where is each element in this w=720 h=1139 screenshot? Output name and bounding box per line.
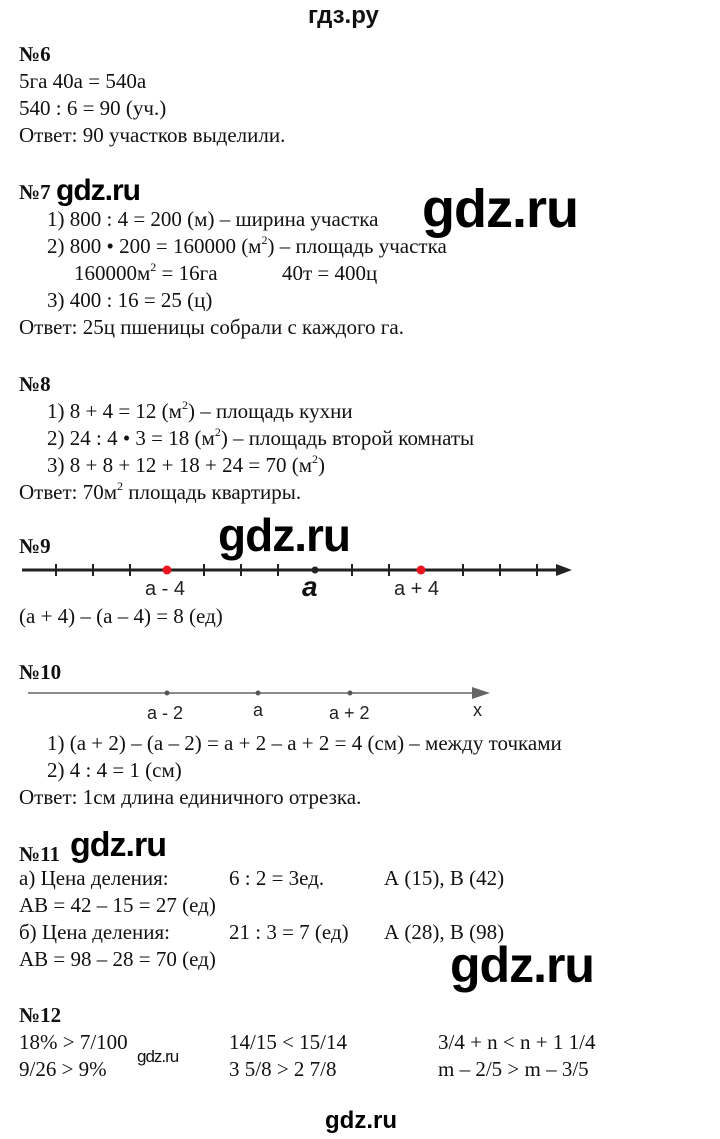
task-12-number: №12 <box>19 1003 62 1027</box>
site-title: гдз.ру <box>308 2 379 29</box>
watermark: gdz.ru <box>450 937 594 993</box>
task-6-line: 5га 40а = 540а <box>19 69 147 93</box>
task-12-cell: 14/15 < 15/14 <box>229 1030 348 1054</box>
task-7-number: №7 <box>19 180 51 204</box>
task-9-calc: (а + 4) – (а – 4) = 8 (ед) <box>19 604 223 628</box>
task-11-b-calc: 21 : 3 = 7 (ед) <box>229 920 349 944</box>
axis-label: x <box>473 700 482 720</box>
watermark: gdz.ru <box>70 826 166 864</box>
task-10-number: №10 <box>19 660 62 684</box>
task-8-step-2: 2) 24 : 4 • 3 = 18 $(м^2)$ – площадь второй комнаты <box>47 425 475 450</box>
axis-label: a - 2 <box>147 703 184 723</box>
task-6-number: №6 <box>19 42 51 66</box>
task-10-answer: Ответ: 1см длина единичного отрезка. <box>19 785 362 809</box>
axis-label: a + 4 <box>394 578 440 600</box>
task-11-b-points: А (28), В (98) <box>384 920 505 944</box>
point-a-minus-4 <box>163 566 172 575</box>
task-11-a-ab: АВ = 42 – 15 = 27 (ед) <box>19 893 216 917</box>
task-12-cell: 18% > 7/100 <box>19 1030 128 1054</box>
task-10-step-2: 2) 4 : 4 = 1 (см) <box>47 758 182 782</box>
watermark: gdz.ru <box>56 174 140 207</box>
task-11-number: №11 <box>19 842 60 866</box>
watermark: gdz.ru <box>422 179 578 239</box>
task-8-step-3: 3) 8 + 8 + 12 + 18 + 24 = 70 $(м^2)$ <box>47 452 325 477</box>
task-12-cell: 3/4 + n < n + 1 1/4 <box>438 1030 596 1054</box>
task-12-cell: 3 5/8 > 2 7/8 <box>229 1057 337 1081</box>
task-7-conversion: $160000м^2 = 16га$ <box>74 260 218 285</box>
task-7-step-2: 2) 800 • 200 = 160000 $(м^2)$ – площадь участка <box>47 233 447 258</box>
task-7-step-3: 3) 400 : 16 = 25 (ц) <box>47 288 213 312</box>
task-8-answer: Ответ: $70м^2$ площадь квартиры. <box>19 479 302 504</box>
task-7-answer: Ответ: 25ц пшеницы собрали с каждого га. <box>19 315 404 339</box>
footer-watermark: gdz.ru <box>325 1107 397 1134</box>
task-11-a-points: А (15), В (42) <box>384 866 505 890</box>
task-8-step-1: 1) 8 + 4 = 12 $(м^2)$ – площадь кухни <box>47 398 353 423</box>
axis-label: a + 2 <box>329 703 370 723</box>
task-8-number: №8 <box>19 372 51 396</box>
task-9-number: №9 <box>19 534 51 558</box>
number-line-9 <box>0 555 600 585</box>
task-7-step-1: 1) 800 : 4 = 200 (м) – ширина участка <box>47 207 379 231</box>
watermark: gdz.ru <box>218 509 350 561</box>
task-12-cell: m – 2/5 > m – 3/5 <box>438 1057 589 1081</box>
axis-label: a <box>253 700 264 720</box>
task-6-line: 540 : 6 = 90 (уч.) <box>19 96 167 120</box>
task-11-b-ab: АВ = 98 – 28 = 70 (ед) <box>19 947 216 971</box>
task-7-conversion-2: 40т = 400ц <box>282 261 378 285</box>
task-10-step-1: 1) (а + 2) – (а – 2) = а + 2 – а + 2 = 4 (см) – между точками <box>47 731 562 755</box>
axis-label: a <box>302 571 318 602</box>
task-11-a-label: а) Цена деления: <box>19 866 169 890</box>
point-a-plus-4 <box>417 566 426 575</box>
task-6-answer: Ответ: 90 участков выделили. <box>19 123 286 147</box>
task-11-b-label: б) Цена деления: <box>19 920 170 944</box>
task-12-cell: 9/26 > 9% <box>19 1057 107 1081</box>
task-11-a-calc: 6 : 2 = 3ед. <box>229 866 325 890</box>
axis-label: a - 4 <box>145 578 186 600</box>
watermark-small: gdz.ru <box>137 1047 179 1066</box>
